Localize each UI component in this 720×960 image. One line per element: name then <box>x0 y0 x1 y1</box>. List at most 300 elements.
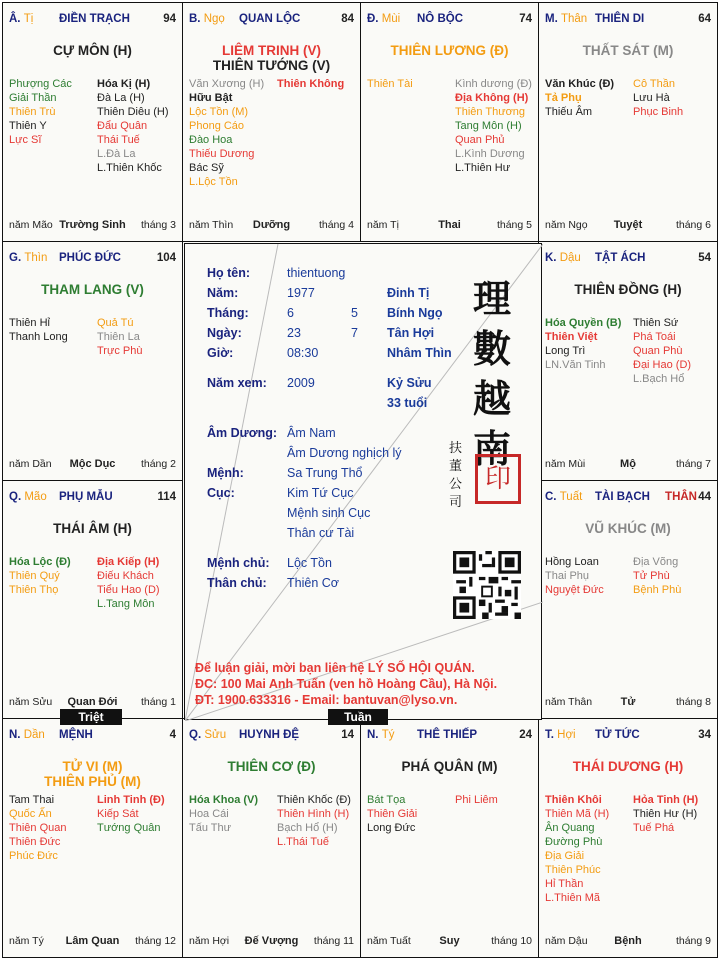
minor-star: Linh Tinh (Đ) <box>97 794 165 806</box>
minor-star: Thiên Khôi <box>545 794 602 806</box>
minor-star: Địa Không (H) <box>455 92 529 104</box>
minor-star: Quả Tú <box>97 317 134 329</box>
minor-star: Thiên Quý <box>9 570 60 582</box>
minor-star: Địa Kiếp (H) <box>97 556 160 568</box>
minor-star: Hỉ Thần <box>545 878 584 890</box>
footer-month: tháng 11 <box>313 935 354 947</box>
palace-name: TỬ TỨC <box>595 729 640 741</box>
minor-star: Tướng Quân <box>97 822 161 834</box>
footer-month: tháng 5 <box>496 219 532 231</box>
minor-star: Tử Phù <box>633 570 670 582</box>
star-list-left <box>9 793 66 863</box>
star-list-right <box>633 555 681 597</box>
minor-star: Phi Liêm <box>455 794 498 806</box>
palace-footer <box>9 935 176 949</box>
palace-header <box>9 729 176 743</box>
cuc-value: Kim Tứ Cục <box>287 486 354 500</box>
palace-can: Đ. <box>367 13 379 25</box>
day-lunar: 7 <box>351 326 358 340</box>
year-value: 1977 <box>287 286 315 300</box>
palace-header <box>545 13 711 27</box>
footer-stage: Tuyệt <box>613 219 643 231</box>
main-star: LIÊM TRINH (V) <box>222 43 321 58</box>
minor-star: LN.Văn Tinh <box>545 359 606 371</box>
palace-cell-mui <box>360 2 539 242</box>
company-vertical-text: 扶董公司 <box>449 441 463 510</box>
star-list-right <box>455 77 532 175</box>
palace-can: N. <box>367 729 379 741</box>
amduong-value-2: Âm Dương nghịch lý <box>287 446 402 460</box>
name-label: Họ tên: <box>207 266 251 280</box>
minor-star: Hoa Cái <box>189 808 229 820</box>
palace-number: 104 <box>156 252 176 264</box>
minor-star: Thiên Phúc <box>545 864 601 876</box>
minor-star: L.Thiên Mã <box>545 892 601 904</box>
amduong-value: Âm Nam <box>287 426 336 440</box>
palace-name: QUAN LỘC <box>239 13 301 25</box>
palace-header <box>545 491 711 505</box>
minor-star: Phá Toái <box>633 331 676 343</box>
palace-number: 74 <box>519 13 532 25</box>
palace-chi: Mão <box>24 491 47 503</box>
minor-star: Hóa Quyền (B) <box>545 317 622 329</box>
star-list-right <box>97 316 142 358</box>
hour-can: Nhâm Thìn <box>387 346 452 360</box>
palace-can: Q. <box>189 729 202 741</box>
footer-stage: Dưỡng <box>252 219 291 231</box>
view-year-value: 2009 <box>287 376 315 390</box>
star-list-left <box>9 555 71 597</box>
palace-can: C. <box>545 491 557 503</box>
minor-star: Địa Võng <box>633 556 679 568</box>
palace-name: NÔ BỘC <box>417 13 463 25</box>
main-star: THIÊN ĐỒNG (H) <box>574 282 682 297</box>
minor-star: Văn Khúc (Đ) <box>545 78 615 90</box>
minor-star: Thiên Mã (H) <box>545 808 610 820</box>
triet-marker: Triệt <box>60 709 122 725</box>
palace-footer <box>545 696 711 710</box>
star-list-right <box>633 77 683 119</box>
footer-year: năm Ngọ <box>545 219 588 231</box>
minor-star: Thiên Sứ <box>633 317 679 329</box>
horoscope-chart <box>2 2 718 958</box>
palace-chi: Mùi <box>381 13 401 25</box>
palace-can-chi <box>189 13 225 25</box>
palace-number: 14 <box>341 729 354 741</box>
minor-star: Thiên Không <box>277 78 345 90</box>
footer-stage: Suy <box>439 935 460 947</box>
hour-value: 08:30 <box>287 346 319 360</box>
palace-header <box>9 252 176 266</box>
star-list-left <box>367 77 413 91</box>
palace-footer <box>367 219 532 233</box>
minor-star: Đào Hoa <box>189 134 233 146</box>
minor-star: Kình dương (Đ) <box>455 78 532 90</box>
palace-number: 4 <box>169 729 176 741</box>
minor-star: Thiếu Dương <box>189 148 255 160</box>
menh-value: Sa Trung Thổ <box>287 466 363 480</box>
minor-star: Thiên Quan <box>9 822 67 834</box>
palace-number: 34 <box>698 729 711 741</box>
thanchu-label: Thân chủ: <box>207 576 267 590</box>
minor-star: Đại Hao (D) <box>633 359 692 371</box>
main-star: THÁI DƯƠNG (H) <box>572 759 684 774</box>
palace-cell-tuat <box>538 480 718 719</box>
footer-year: năm Dần <box>9 458 52 470</box>
palace-name: TẬT ÁCH <box>595 252 646 264</box>
minor-star: Tuế Phá <box>633 822 675 834</box>
minor-star: Thiên Thương <box>455 106 526 118</box>
star-list-left <box>9 316 68 344</box>
palace-name: PHÚC ĐỨC <box>59 252 121 264</box>
calligraphy-logo: 理數越南 <box>473 276 512 471</box>
star-list-right <box>277 77 344 91</box>
star-list-left <box>545 77 614 119</box>
palace-can-chi <box>9 13 33 25</box>
minor-star: Bát Tọa <box>367 794 406 806</box>
minor-star: Lưu Hà <box>633 92 670 104</box>
minor-star: Phúc Đức <box>9 850 58 862</box>
minor-star: Thiên Hỉ <box>9 317 50 329</box>
palace-footer <box>367 935 532 949</box>
palace-can-chi <box>9 491 47 503</box>
star-list-right <box>455 793 498 807</box>
palace-cell-mao <box>2 480 183 719</box>
minor-star: Thiên Thọ <box>9 584 59 596</box>
minor-star: Văn Xương (H) <box>189 78 265 90</box>
star-list-right <box>97 793 165 835</box>
main-star: THIÊN LƯƠNG (Đ) <box>390 43 509 58</box>
minor-star: Tang Môn (H) <box>455 120 522 132</box>
footer-stage: Bệnh <box>614 935 642 947</box>
minor-star: Phục Binh <box>633 106 684 118</box>
minor-star: Thiên Đức <box>9 836 61 848</box>
minor-star: L.Thái Tuế <box>277 836 329 848</box>
star-list-left <box>545 555 604 597</box>
main-star: THIÊN PHỦ (M) <box>44 774 141 789</box>
palace-name: HUYNH ĐỆ <box>239 729 300 741</box>
minor-star: Hóa Kị (H) <box>97 78 151 90</box>
red-seal-stamp: 印 <box>475 454 521 504</box>
minor-star: Lộc Tồn (M) <box>189 106 249 118</box>
footer-year: năm Thìn <box>189 219 234 231</box>
main-star: TỬ VI (M) <box>62 759 123 774</box>
minor-star: Giải Thần <box>9 92 57 104</box>
minor-star: Phượng Các <box>9 78 72 90</box>
palace-can-chi <box>9 252 47 264</box>
footer-stage: Lâm Quan <box>65 935 120 947</box>
palace-footer <box>9 219 176 233</box>
minor-star: Hồng Loan <box>545 556 599 568</box>
cuc-label: Cục: <box>207 486 235 500</box>
palace-cell-dau <box>538 241 718 481</box>
star-list-right <box>277 793 351 849</box>
minor-star: Cô Thần <box>633 78 675 90</box>
minor-star: Thiên Trù <box>9 106 56 118</box>
amduong-label: Âm Dương: <box>207 426 278 440</box>
palace-cell-ty <box>360 718 539 958</box>
palace-name: ĐIỀN TRẠCH <box>59 13 130 25</box>
year-can: Đinh Tị <box>387 286 430 300</box>
footer-stage: Mộ <box>620 458 636 470</box>
minor-star: Bệnh Phù <box>633 584 682 596</box>
minor-star: Long Đức <box>367 822 416 834</box>
minor-star: Quốc Ấn <box>9 808 52 820</box>
footer-month: tháng 2 <box>140 458 176 470</box>
minor-star: Thiên La <box>97 331 140 343</box>
star-list-left <box>189 793 258 835</box>
palace-can: B. <box>189 13 201 25</box>
footer-stage: Trường Sinh <box>59 219 126 231</box>
footer-month: tháng 9 <box>675 935 711 947</box>
minor-star: L.Thiên Khốc <box>97 162 162 174</box>
palace-chi: Sửu <box>204 729 227 741</box>
footer-month: tháng 7 <box>675 458 711 470</box>
main-star: VŨ KHÚC (M) <box>585 521 671 536</box>
palace-can-chi <box>367 13 400 25</box>
palace-can: N. <box>9 729 21 741</box>
palace-cell-than <box>538 2 718 242</box>
contact-line-3: ĐT: 1900.633316 - Email: bantuvan@lyso.vn. <box>195 693 458 707</box>
palace-cell-dan <box>2 718 183 958</box>
age-value: 33 tuổi <box>387 396 428 410</box>
star-list-right <box>97 77 169 175</box>
palace-can-chi <box>9 729 45 741</box>
palace-header <box>367 729 532 743</box>
star-list-left <box>367 793 417 835</box>
qr-code[interactable] <box>453 551 521 619</box>
main-star: PHÁ QUÂN (M) <box>401 759 498 774</box>
minor-star: Thiên Hư (H) <box>633 808 698 820</box>
footer-month: tháng 12 <box>135 935 176 947</box>
palace-name: THÊ THIẾP <box>417 729 478 741</box>
minor-star: Thiên Hình (H) <box>277 808 350 820</box>
palace-can-chi <box>189 729 226 741</box>
palace-cell-ngo <box>182 2 361 242</box>
minor-star: Đẩu Quân <box>97 120 148 132</box>
footer-year: năm Thân <box>545 696 593 708</box>
minor-star: Bạch Hổ (H) <box>277 822 338 834</box>
minor-star: Thai Phụ <box>545 570 590 582</box>
palace-chi: Ngọ <box>203 13 225 25</box>
minor-star: Tả Phụ <box>545 92 582 104</box>
minor-star: Quan Phủ <box>455 134 505 146</box>
star-list-right <box>633 793 698 835</box>
footer-stage: Quan Đới <box>67 696 118 708</box>
menh-label: Mệnh: <box>207 466 244 480</box>
palace-cell-hoi <box>538 718 718 958</box>
star-list-left <box>545 793 609 905</box>
palace-footer <box>189 935 354 949</box>
palace-number: 24 <box>519 729 532 741</box>
minor-star: Tấu Thư <box>189 822 232 834</box>
day-label: Ngày: <box>207 326 242 340</box>
palace-can: K. <box>545 252 557 264</box>
star-list-left <box>9 77 72 147</box>
palace-can: Â. <box>9 13 21 25</box>
palace-chi: Dần <box>23 729 45 741</box>
palace-footer <box>9 458 176 472</box>
cuc-value-2: Mệnh sinh Cục <box>287 506 371 520</box>
palace-header <box>9 13 176 27</box>
minor-star: Thiên Y <box>9 120 47 132</box>
contact-line-2: ĐC: 100 Mai Anh Tuấn (ven hồ Hoàng Cầu), Hà Nội. <box>195 677 498 691</box>
palace-can: T. <box>545 729 554 741</box>
day-value: 23 <box>287 326 301 340</box>
star-list-left <box>189 77 264 189</box>
footer-year: năm Tuất <box>367 935 411 947</box>
minor-star: L.Đà La <box>97 148 136 160</box>
palace-can-chi <box>367 729 394 741</box>
palace-can: Q. <box>9 491 22 503</box>
year-label: Năm: <box>207 286 239 300</box>
minor-star: Thiên Việt <box>545 331 598 343</box>
star-list-left <box>545 316 621 372</box>
minor-star: Quan Phù <box>633 345 683 357</box>
month-label: Tháng: <box>207 306 249 320</box>
footer-year: năm Hợi <box>189 935 230 947</box>
palace-chi: Tị <box>23 13 34 25</box>
minor-star: Tiểu Hao (D) <box>97 584 160 596</box>
contact-line-1: Để luận giải, mời bạn liên hệ LÝ SỐ HỘI QUÁN. <box>195 661 475 675</box>
minor-star: Hỏa Tinh (H) <box>633 794 699 806</box>
palace-number: 54 <box>698 252 711 264</box>
minor-star: Thái Tuế <box>97 134 140 146</box>
minor-star: Đường Phù <box>545 836 603 848</box>
palace-can: M. <box>545 13 558 25</box>
minor-star: Long Trì <box>545 345 586 357</box>
palace-header <box>189 729 354 743</box>
palace-header <box>189 13 354 27</box>
palace-cell-thin <box>2 241 183 481</box>
name-value: thientuong <box>287 266 346 280</box>
minor-star: Bác Sỹ <box>189 162 224 174</box>
minor-star: L.Thiên Hư <box>455 162 511 174</box>
thanchu-value: Thiên Cơ <box>287 576 339 590</box>
minor-star: Thiên Tài <box>367 78 413 90</box>
palace-chi: Thìn <box>24 252 48 264</box>
minor-star: L.Bạch Hổ <box>633 373 685 385</box>
minor-star: L.Lộc Tồn <box>189 176 238 188</box>
footer-stage: Đế Vượng <box>244 935 299 947</box>
palace-number: 84 <box>341 13 354 25</box>
minor-star: Kiếp Sát <box>97 808 139 820</box>
palace-footer <box>9 696 176 710</box>
tuan-marker: Tuần <box>328 709 388 725</box>
menhchu-value: Lộc Tồn <box>287 556 332 570</box>
footer-month: tháng 6 <box>675 219 711 231</box>
minor-star: Ân Quang <box>545 822 595 834</box>
month-value: 6 <box>287 306 294 320</box>
minor-star: Địa Giải <box>545 850 585 862</box>
footer-year: năm Tị <box>367 219 399 231</box>
footer-year: năm Tý <box>9 935 44 947</box>
footer-stage: Mộc Dục <box>69 458 116 470</box>
view-can: Kỷ Sửu <box>387 376 432 390</box>
footer-stage: Tử <box>620 696 636 708</box>
palace-can-chi <box>545 252 581 264</box>
palace-can-chi <box>545 729 576 741</box>
center-info-panel <box>184 243 542 720</box>
palace-name: PHỤ MẪU <box>59 491 113 503</box>
view-year-label: Năm xem: <box>207 376 267 390</box>
palace-name: MỆNH <box>59 729 93 741</box>
main-star: THÁI ÂM (H) <box>53 521 132 536</box>
palace-footer <box>189 219 354 233</box>
footer-month: tháng 1 <box>140 696 176 708</box>
minor-star: Trực Phù <box>97 345 143 357</box>
main-star: CỰ MÔN (H) <box>53 43 132 58</box>
month-lunar: 5 <box>351 306 358 320</box>
footer-year: năm Dậu <box>545 935 588 947</box>
minor-star: L.Kình Dương <box>455 148 525 160</box>
minor-star: Lực Sĩ <box>9 134 42 146</box>
minor-star: Thanh Long <box>9 331 68 343</box>
minor-star: Phong Cáo <box>189 120 245 132</box>
palace-chi: Hợi <box>557 729 576 741</box>
main-star: THẤT SÁT (M) <box>582 43 674 58</box>
palace-header <box>9 491 176 505</box>
footer-year: năm Sửu <box>9 696 53 708</box>
minor-star: Hóa Lộc (Đ) <box>9 556 71 568</box>
palace-header <box>367 13 532 27</box>
footer-stage: Thai <box>438 219 461 231</box>
footer-year: năm Mùi <box>545 458 586 470</box>
minor-star: Thiên Diêu (H) <box>97 106 169 118</box>
palace-cell-suu <box>182 718 361 958</box>
minor-star: Hóa Khoa (V) <box>189 794 259 806</box>
than-marker: THÂN <box>665 491 697 503</box>
footer-month: tháng 3 <box>140 219 176 231</box>
menhchu-label: Mệnh chủ: <box>207 556 270 570</box>
minor-star: Nguyệt Đức <box>545 584 604 596</box>
palace-chi: Tý <box>381 729 395 741</box>
palace-header <box>545 252 711 266</box>
minor-star: Điếu Khách <box>97 570 154 582</box>
palace-footer <box>545 458 711 472</box>
day-can: Tân Hợi <box>387 326 435 340</box>
star-list-right <box>97 555 160 611</box>
minor-star: Thiên Khốc (Đ) <box>277 794 351 806</box>
main-star: THIÊN CƠ (Đ) <box>227 759 316 774</box>
palace-number: 94 <box>163 13 176 25</box>
footer-month: tháng 8 <box>675 696 711 708</box>
palace-can-chi <box>545 13 587 25</box>
minor-star: Đà La (H) <box>97 92 145 104</box>
palace-chi: Thân <box>560 13 588 25</box>
palace-footer <box>545 219 711 233</box>
palace-footer <box>545 935 711 949</box>
palace-number: 64 <box>698 13 711 25</box>
minor-star: Thiên Giải <box>367 808 418 820</box>
minor-star: Thiếu Âm <box>545 106 593 118</box>
minor-star: Tam Thai <box>9 794 55 806</box>
palace-cell-ti <box>2 2 183 242</box>
month-can: Bính Ngọ <box>387 306 443 320</box>
palace-can: G. <box>9 252 22 264</box>
minor-star: Hữu Bật <box>189 92 233 104</box>
palace-number: 44 <box>698 491 711 503</box>
palace-header <box>545 729 711 743</box>
main-star: THAM LANG (V) <box>41 282 144 297</box>
palace-name: TÀI BẠCH <box>595 491 650 503</box>
star-list-right <box>633 316 691 386</box>
hour-label: Giờ: <box>207 346 234 360</box>
palace-can-chi <box>545 491 582 503</box>
palace-name: THIÊN DI <box>595 13 645 25</box>
main-star: THIÊN TƯỚNG (V) <box>212 58 331 73</box>
footer-month: tháng 4 <box>318 219 354 231</box>
